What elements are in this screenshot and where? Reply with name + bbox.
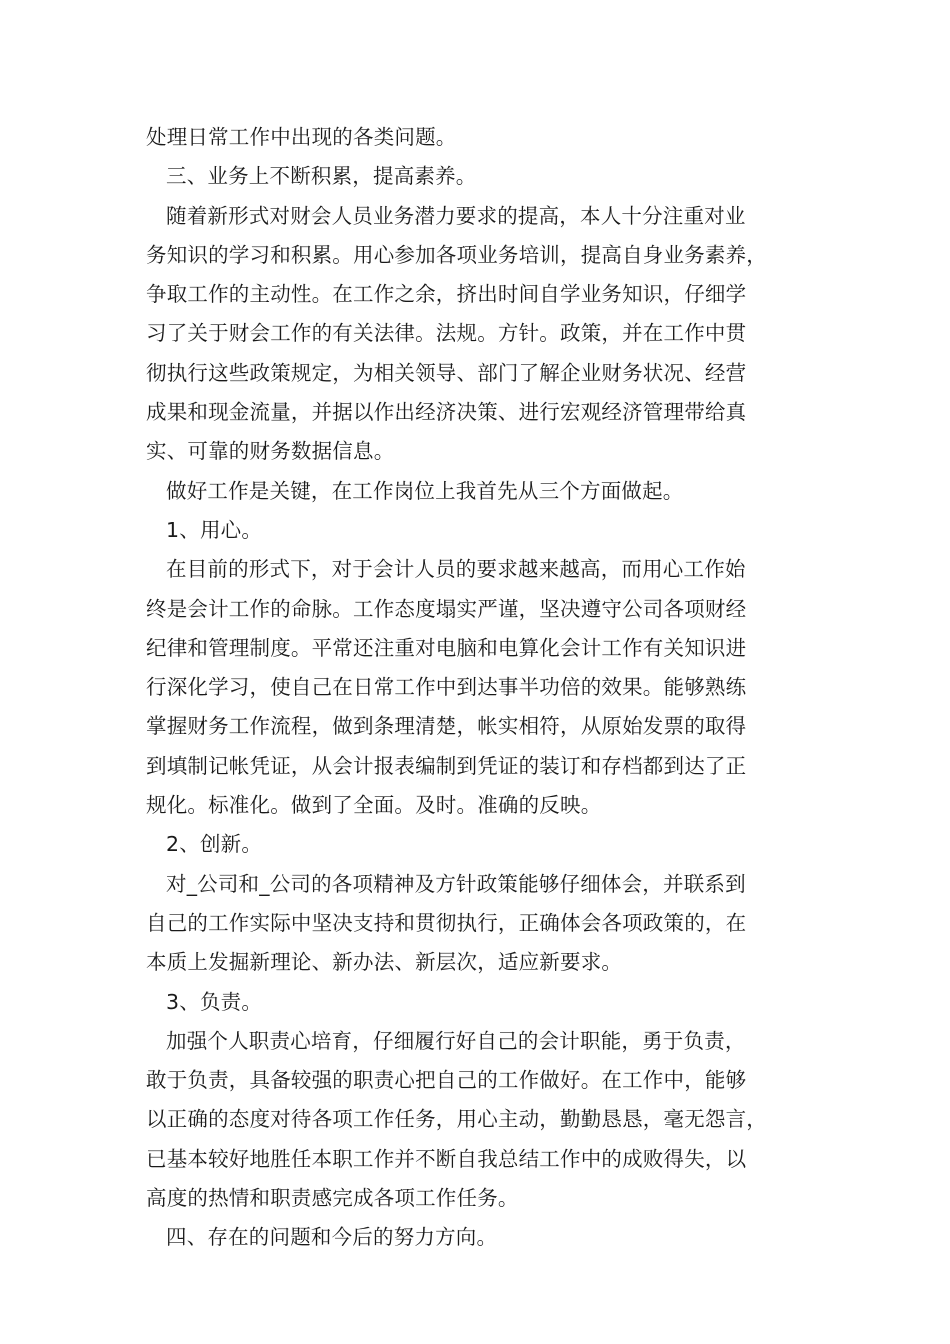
text-line: 在目前的形式下，对于会计人员的要求越来越高，而用心工作始 xyxy=(166,557,746,582)
text-line: 2、创新。 xyxy=(166,832,263,857)
text-line: 三、业务上不断积累，提高素养。 xyxy=(166,164,477,189)
text-line: 务知识的学习和积累。用心参加各项业务培训，提高自身业务素养， xyxy=(146,242,767,267)
text-line: 高度的热情和职责感完成各项工作任务。 xyxy=(146,1186,519,1211)
text-line: 终是会计工作的命脉。工作态度塌实严谨，坚决遵守公司各项财经 xyxy=(146,596,747,621)
text-line: 随着新形式对财会人员业务潜力要求的提高，本人十分注重对业 xyxy=(166,203,746,228)
text-line: 自己的工作实际中坚决支持和贯彻执行，正确体会各项政策的，在 xyxy=(146,910,747,935)
text-line: 对_公司和_公司的各项精神及方针政策能够仔细体会，并联系到 xyxy=(166,871,746,896)
text-line: 3、负责。 xyxy=(166,989,263,1014)
text-line: 加强个人职责心培育，仔细履行好自己的会计职能，勇于负责， xyxy=(166,1028,746,1053)
text-line: 敢于负责，具备较强的职责心把自己的工作做好。在工作中，能够 xyxy=(146,1068,747,1093)
text-line: 实、可靠的财务数据信息。 xyxy=(146,439,395,464)
text-line: 1、用心。 xyxy=(166,517,263,542)
text-line: 以正确的态度对待各项工作任务，用心主动，勤勤恳恳，毫无怨言， xyxy=(146,1107,767,1132)
text-line: 争取工作的主动性。在工作之余，挤出时间自学业务知识，仔细学 xyxy=(146,282,747,307)
text-line: 处理日常工作中出现的各类问题。 xyxy=(146,125,457,149)
text-line: 掌握财务工作流程，做到条理清楚，帐实相符，从原始发票的取得 xyxy=(146,714,747,739)
text-line: 到填制记帐凭证，从会计报表编制到凭证的装订和存档都到达了正 xyxy=(146,753,747,778)
document-body xyxy=(146,118,826,1258)
text-line: 本质上发掘新理论、新办法、新层次，适应新要求。 xyxy=(146,950,623,975)
text-line: 成果和现金流量，并据以作出经济决策、进行宏观经济管理带给真 xyxy=(146,400,747,425)
text-line: 四、存在的问题和今后的努力方向。 xyxy=(166,1225,498,1250)
text-line: 彻执行这些政策规定，为相关领导、部门了解企业财务状况、经营 xyxy=(146,360,747,385)
text-line: 规化。标准化。做到了全面。及时。准确的反映。 xyxy=(146,793,602,818)
text-line: 行深化学习，使自己在日常工作中到达事半功倍的效果。能够熟练 xyxy=(146,675,747,700)
text-line: 已基本较好地胜任本职工作并不断自我总结工作中的成败得失，以 xyxy=(146,1146,747,1171)
text-line: 做好工作是关键，在工作岗位上我首先从三个方面做起。 xyxy=(166,478,684,503)
text-line: 习了关于财会工作的有关法律。法规。方针。政策，并在工作中贯 xyxy=(146,321,747,346)
text-line: 纪律和管理制度。平常还注重对电脑和电算化会计工作有关知识进 xyxy=(146,635,747,660)
